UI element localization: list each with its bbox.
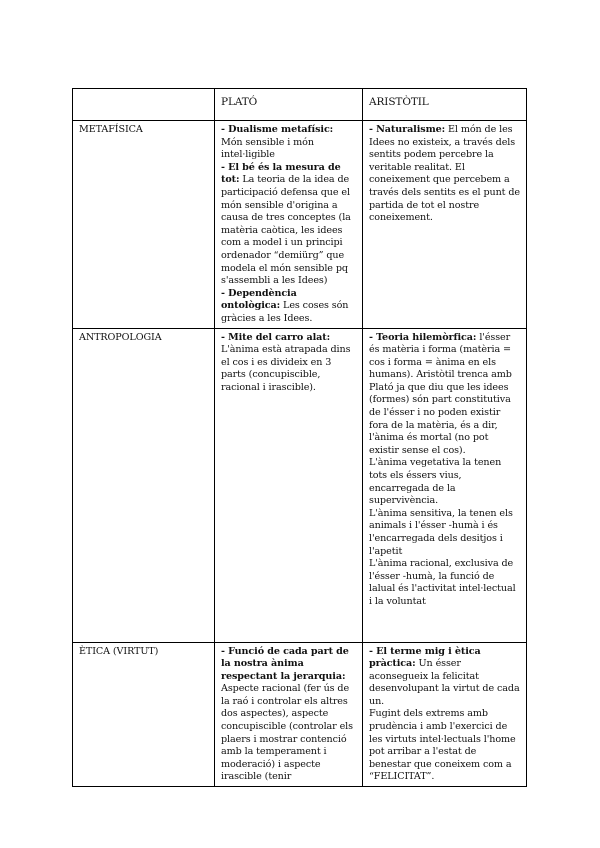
paragraph-heading: - Teoria hilemòrfica: bbox=[369, 331, 477, 343]
cell-aristotil-antropologia bbox=[363, 328, 527, 642]
cell-paragraph bbox=[369, 332, 521, 458]
cell-plato-antropologia bbox=[215, 328, 363, 642]
table-row bbox=[73, 642, 527, 787]
paragraph-text: L'ànima està atrapada dins el cos i es divideix en 3 parts (concupiscible, racional i irascible). bbox=[221, 344, 351, 393]
cell-aristotil-etica bbox=[363, 642, 527, 787]
paragraph-heading: - El bé és la mesura de tot: bbox=[221, 161, 341, 186]
header-aristotil: ARISTÒTIL bbox=[363, 89, 527, 121]
row-label-metafisica: METAFÍSICA bbox=[73, 121, 215, 329]
row-label-etica: ÈTICA (VIRTUT) bbox=[73, 642, 215, 787]
paragraph-text: L'ànima vegetativa la tenen tots els éssers vius, encarregada de la supervivència. bbox=[369, 457, 502, 507]
table-row bbox=[73, 328, 527, 642]
paragraph-heading: - Dualisme metafísic: bbox=[221, 124, 334, 135]
cell-paragraph bbox=[369, 708, 521, 784]
cell-paragraph bbox=[369, 646, 521, 709]
paragraph-text: Món sensible i món intel·ligible bbox=[221, 136, 314, 161]
cell-paragraph bbox=[369, 457, 521, 507]
cell-paragraph bbox=[369, 558, 521, 608]
paragraph-text: l'ésser és matèria i forma (matèria = cos i forma = ànima en els humans). Aristòtil trenca amb Plató ja que diu que les idees (formes) són part constitutiva de l'ésser i no poden existir fora de la matèria, és a dir, l'ànima és mortal (no pot existir sense el cos). bbox=[369, 331, 512, 456]
cell-paragraph bbox=[221, 288, 357, 326]
cell-paragraph bbox=[369, 508, 521, 558]
row-label-antropologia: ANTROPOLOGIA bbox=[73, 328, 215, 642]
cell-paragraph bbox=[221, 124, 357, 162]
paragraph-text: Les coses són gràcies a les Idees. bbox=[221, 300, 349, 324]
paragraph-text: L'ànima racional, exclusiva de l'ésser -humà, la funció de lalual és l'activitat intel·lectual i la voluntat bbox=[369, 558, 516, 607]
table-header-row bbox=[73, 89, 527, 121]
cell-aristotil-metafisica bbox=[363, 121, 527, 329]
paragraph-text: Un ésser aconsegueix la felicitat desenvolupant la virtut de cada un. bbox=[369, 658, 520, 707]
paragraph-text: La teoria de la idea de participació defensa que el món sensible d'origina a causa de tres conceptes (la matèria caòtica, les idees com a model i un principi ordenador “demiürg” que modela el món sensible pq s'assembli a les Idees) bbox=[221, 174, 351, 287]
cell-paragraph bbox=[369, 124, 521, 225]
cell-plato-metafisica bbox=[215, 121, 363, 329]
cell-plato-etica bbox=[215, 642, 363, 787]
paragraph-heading: - Mite del carro alat: bbox=[221, 331, 331, 343]
cell-paragraph bbox=[221, 162, 357, 288]
paragraph-heading: - El terme mig i ètica pràctica: bbox=[369, 645, 481, 670]
header-plato: PLATÓ bbox=[215, 89, 363, 121]
paragraph-heading: - Dependència ontològica: bbox=[221, 287, 297, 312]
paragraph-text: Aspecte racional (fer ús de la raó i controlar els altres dos aspectes), aspecte concupiscible (controlar els plaers i mostrar contenció amb la temperament i moderació) i aspecte irascible (tenir bbox=[221, 683, 353, 783]
comparison-table bbox=[72, 88, 527, 787]
paragraph-text: El món de les Idees no existeix, a través dels sentits podem percebre la veritable realitat. El coneixement que percebem a través dels sentits es el punt de partida de tot el nostre coneixement. bbox=[369, 124, 520, 224]
paragraph-heading: - Naturalisme: bbox=[369, 124, 446, 135]
paragraph-heading: - Funció de cada part de la nostra ànima respectant la jerarquia: bbox=[221, 645, 349, 682]
paragraph-text: L'ànima sensitiva, la tenen els animals i l'ésser -humà i és l'encarregada dels desitjos i l'apetit bbox=[369, 507, 513, 557]
cell-paragraph bbox=[221, 332, 357, 395]
header-topic bbox=[73, 89, 215, 121]
table-row bbox=[73, 121, 527, 329]
cell-paragraph bbox=[221, 646, 357, 785]
paragraph-text: Fugint dels extrems amb prudència i amb l'exercici de les virtuts intel·lectuals l'home pot arribar a l'estat de benestar que coneixem com a “FELICITAT”. bbox=[369, 708, 516, 783]
